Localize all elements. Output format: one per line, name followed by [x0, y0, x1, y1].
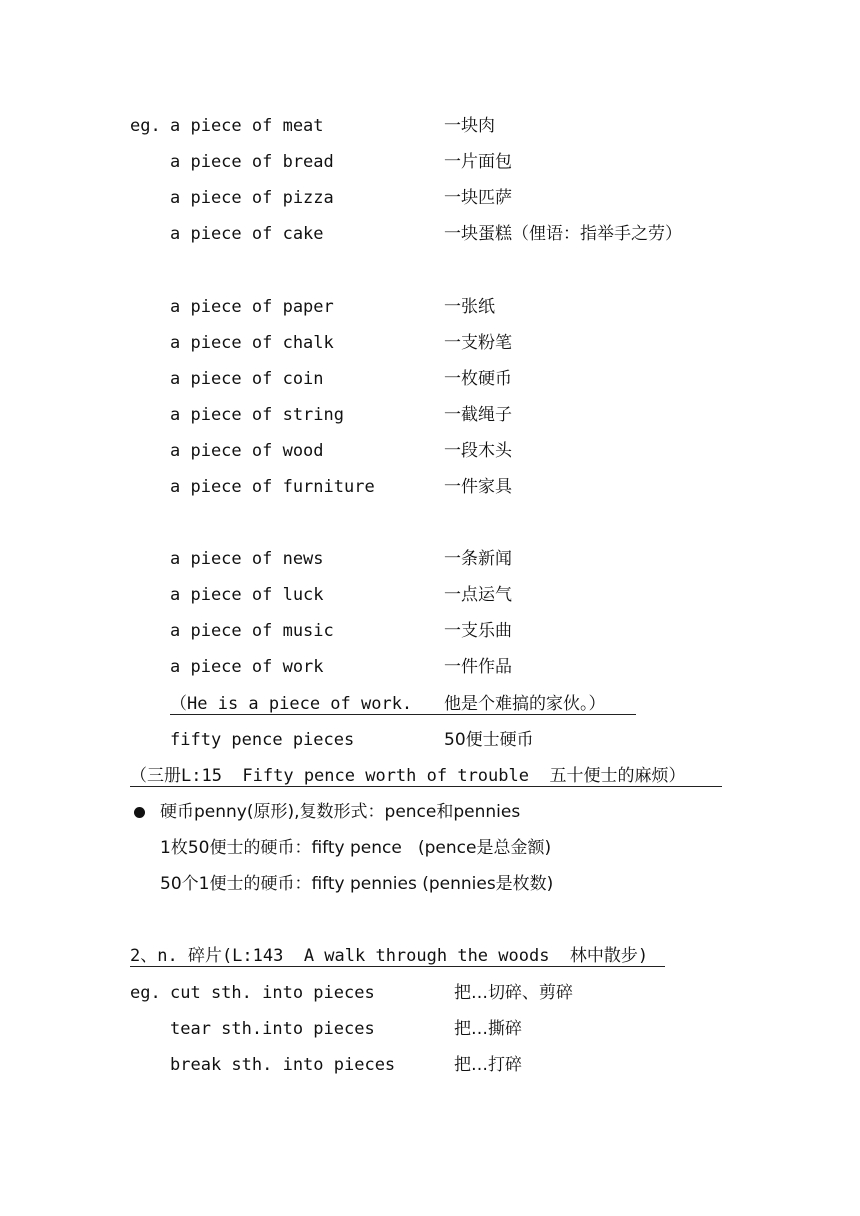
phrase-zh: 把…切碎、剪碎: [454, 983, 573, 1003]
phrase-zh: 一张纸: [444, 297, 495, 317]
phrase-en: a piece of music: [170, 621, 334, 641]
phrase-en: cut sth. into pieces: [170, 983, 375, 1003]
phrase-en: tear sth.into pieces: [170, 1019, 375, 1039]
eg-label: eg.: [130, 116, 161, 136]
phrase-zh: 一片面包: [444, 152, 512, 172]
bullet-subnote: 50个1便士的硬币：fifty pennies (pennies是枚数): [160, 874, 554, 894]
phrase-zh: 一块匹萨: [444, 188, 512, 208]
bullet-subnote: 1枚50便士的硬币：fifty pence (pence是总金额): [160, 838, 552, 858]
phrase-en: a piece of coin: [170, 369, 324, 389]
phrase-zh: 一枚硬币: [444, 369, 512, 389]
phrase-en: a piece of pizza: [170, 188, 334, 208]
phrase-zh: 一块蛋糕（俚语：指举手之劳）: [444, 224, 682, 244]
phrase-zh: 把…撕碎: [454, 1019, 522, 1039]
phrase-en: a piece of work: [170, 657, 324, 677]
phrase-en: break sth. into pieces: [170, 1055, 396, 1075]
phrase-en: a piece of string: [170, 405, 344, 425]
phrase-zh: 一截绳子: [444, 405, 512, 425]
phrase-zh: 一支乐曲: [444, 621, 512, 641]
phrase-en: a piece of bread: [170, 152, 334, 172]
phrase-zh: 一件家具: [444, 477, 512, 497]
bullet-dot: [134, 807, 145, 818]
note-underline: [170, 714, 636, 715]
phrase-en: a piece of cake: [170, 224, 324, 244]
phrase-zh: 一块肉: [444, 116, 495, 136]
bullet-note: 硬币penny(原形),复数形式：pence和pennies: [160, 802, 521, 822]
phrase-en: a piece of meat: [170, 116, 324, 136]
phrase-en: fifty pence pieces: [170, 730, 355, 750]
phrase-en: a piece of news: [170, 549, 324, 569]
phrase-zh: 一点运气: [444, 585, 512, 605]
heading-underline: [130, 966, 665, 967]
section-heading: 2、n. 碎片(L:143 A walk through the woods 林中散步): [130, 946, 649, 966]
phrase-zh: 一段木头: [444, 441, 512, 461]
phrase-zh: 一支粉笔: [444, 333, 512, 353]
lesson-reference: （三册L:15 Fifty pence worth of trouble 五十便士的麻烦）: [130, 766, 686, 786]
note-en: （He is a piece of work.: [170, 694, 413, 714]
eg-label: eg.: [130, 983, 161, 1003]
phrase-en: a piece of wood: [170, 441, 324, 461]
reference-underline: [130, 786, 722, 787]
phrase-zh: 一件作品: [444, 657, 512, 677]
phrase-zh: 50便士硬币: [444, 730, 534, 750]
phrase-zh: 一条新闻: [444, 549, 512, 569]
phrase-en: a piece of furniture: [170, 477, 375, 497]
phrase-en: a piece of paper: [170, 297, 334, 317]
phrase-zh: 把…打碎: [454, 1055, 522, 1075]
note-zh: 他是个难搞的家伙。）: [444, 694, 606, 714]
phrase-en: a piece of luck: [170, 585, 324, 605]
phrase-en: a piece of chalk: [170, 333, 334, 353]
